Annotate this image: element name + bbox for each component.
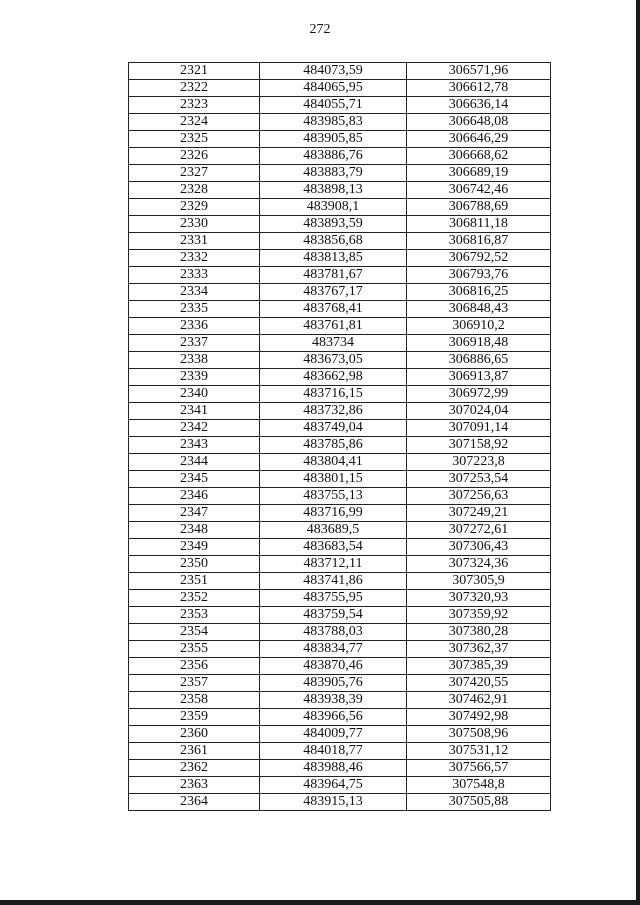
y-coordinate-cell: 307223,8 bbox=[407, 454, 551, 471]
y-coordinate-cell: 307253,54 bbox=[407, 471, 551, 488]
table-row bbox=[129, 505, 551, 522]
point-number-cell: 2321 bbox=[129, 63, 260, 80]
page-edge-right bbox=[636, 0, 640, 905]
table-row bbox=[129, 63, 551, 80]
point-number-cell: 2357 bbox=[129, 675, 260, 692]
y-coordinate-cell: 306910,2 bbox=[407, 318, 551, 335]
x-coordinate-cell: 483683,54 bbox=[260, 539, 407, 556]
y-coordinate-cell: 307362,37 bbox=[407, 641, 551, 658]
x-coordinate-cell: 483988,46 bbox=[260, 760, 407, 777]
point-number-cell: 2325 bbox=[129, 131, 260, 148]
y-coordinate-cell: 307566,57 bbox=[407, 760, 551, 777]
point-number-cell: 2358 bbox=[129, 692, 260, 709]
y-coordinate-cell: 306848,43 bbox=[407, 301, 551, 318]
point-number-cell: 2335 bbox=[129, 301, 260, 318]
x-coordinate-cell: 483761,81 bbox=[260, 318, 407, 335]
point-number-cell: 2341 bbox=[129, 403, 260, 420]
table-row bbox=[129, 182, 551, 199]
point-number-cell: 2351 bbox=[129, 573, 260, 590]
point-number-cell: 2362 bbox=[129, 760, 260, 777]
y-coordinate-cell: 307548,8 bbox=[407, 777, 551, 794]
table-row bbox=[129, 709, 551, 726]
x-coordinate-cell: 483886,76 bbox=[260, 148, 407, 165]
x-coordinate-cell: 483755,95 bbox=[260, 590, 407, 607]
y-coordinate-cell: 306811,18 bbox=[407, 216, 551, 233]
y-coordinate-cell: 306792,52 bbox=[407, 250, 551, 267]
coordinates-table-body bbox=[129, 63, 551, 811]
table-row bbox=[129, 539, 551, 556]
table-row bbox=[129, 284, 551, 301]
point-number-cell: 2348 bbox=[129, 522, 260, 539]
table-row bbox=[129, 437, 551, 454]
y-coordinate-cell: 306646,29 bbox=[407, 131, 551, 148]
x-coordinate-cell: 483781,67 bbox=[260, 267, 407, 284]
x-coordinate-cell: 483749,04 bbox=[260, 420, 407, 437]
x-coordinate-cell: 483788,03 bbox=[260, 624, 407, 641]
point-number-cell: 2338 bbox=[129, 352, 260, 369]
table-row bbox=[129, 318, 551, 335]
y-coordinate-cell: 306742,46 bbox=[407, 182, 551, 199]
point-number-cell: 2343 bbox=[129, 437, 260, 454]
y-coordinate-cell: 307531,12 bbox=[407, 743, 551, 760]
y-coordinate-cell: 306636,14 bbox=[407, 97, 551, 114]
y-coordinate-cell: 307385,39 bbox=[407, 658, 551, 675]
table-row bbox=[129, 726, 551, 743]
point-number-cell: 2332 bbox=[129, 250, 260, 267]
x-coordinate-cell: 484009,77 bbox=[260, 726, 407, 743]
point-number-cell: 2334 bbox=[129, 284, 260, 301]
y-coordinate-cell: 307272,61 bbox=[407, 522, 551, 539]
point-number-cell: 2353 bbox=[129, 607, 260, 624]
table-row bbox=[129, 471, 551, 488]
x-coordinate-cell: 483966,56 bbox=[260, 709, 407, 726]
table-row bbox=[129, 148, 551, 165]
table-row bbox=[129, 488, 551, 505]
x-coordinate-cell: 483716,99 bbox=[260, 505, 407, 522]
point-number-cell: 2326 bbox=[129, 148, 260, 165]
x-coordinate-cell: 483905,85 bbox=[260, 131, 407, 148]
y-coordinate-cell: 306972,99 bbox=[407, 386, 551, 403]
point-number-cell: 2354 bbox=[129, 624, 260, 641]
x-coordinate-cell: 483856,68 bbox=[260, 233, 407, 250]
point-number-cell: 2350 bbox=[129, 556, 260, 573]
x-coordinate-cell: 484065,95 bbox=[260, 80, 407, 97]
point-number-cell: 2361 bbox=[129, 743, 260, 760]
point-number-cell: 2360 bbox=[129, 726, 260, 743]
y-coordinate-cell: 307420,55 bbox=[407, 675, 551, 692]
y-coordinate-cell: 307158,92 bbox=[407, 437, 551, 454]
point-number-cell: 2336 bbox=[129, 318, 260, 335]
y-coordinate-cell: 307024,04 bbox=[407, 403, 551, 420]
x-coordinate-cell: 483870,46 bbox=[260, 658, 407, 675]
point-number-cell: 2342 bbox=[129, 420, 260, 437]
y-coordinate-cell: 307306,43 bbox=[407, 539, 551, 556]
x-coordinate-cell: 483915,13 bbox=[260, 794, 407, 811]
y-coordinate-cell: 306788,69 bbox=[407, 199, 551, 216]
table-row bbox=[129, 80, 551, 97]
table-row bbox=[129, 352, 551, 369]
y-coordinate-cell: 306612,78 bbox=[407, 80, 551, 97]
point-number-cell: 2329 bbox=[129, 199, 260, 216]
table-row bbox=[129, 777, 551, 794]
table-row bbox=[129, 607, 551, 624]
point-number-cell: 2347 bbox=[129, 505, 260, 522]
y-coordinate-cell: 307305,9 bbox=[407, 573, 551, 590]
coordinates-table bbox=[128, 62, 551, 811]
y-coordinate-cell: 307249,21 bbox=[407, 505, 551, 522]
point-number-cell: 2328 bbox=[129, 182, 260, 199]
x-coordinate-cell: 483801,15 bbox=[260, 471, 407, 488]
y-coordinate-cell: 307320,93 bbox=[407, 590, 551, 607]
y-coordinate-cell: 306793,76 bbox=[407, 267, 551, 284]
table-row bbox=[129, 675, 551, 692]
y-coordinate-cell: 307492,98 bbox=[407, 709, 551, 726]
table-row bbox=[129, 216, 551, 233]
table-row bbox=[129, 233, 551, 250]
x-coordinate-cell: 483741,86 bbox=[260, 573, 407, 590]
point-number-cell: 2324 bbox=[129, 114, 260, 131]
table-row bbox=[129, 692, 551, 709]
point-number-cell: 2364 bbox=[129, 794, 260, 811]
table-row bbox=[129, 97, 551, 114]
table-row bbox=[129, 165, 551, 182]
point-number-cell: 2345 bbox=[129, 471, 260, 488]
x-coordinate-cell: 483893,59 bbox=[260, 216, 407, 233]
y-coordinate-cell: 306571,96 bbox=[407, 63, 551, 80]
x-coordinate-cell: 483716,15 bbox=[260, 386, 407, 403]
x-coordinate-cell: 484055,71 bbox=[260, 97, 407, 114]
point-number-cell: 2340 bbox=[129, 386, 260, 403]
point-number-cell: 2333 bbox=[129, 267, 260, 284]
table-row bbox=[129, 250, 551, 267]
table-row bbox=[129, 301, 551, 318]
y-coordinate-cell: 306816,87 bbox=[407, 233, 551, 250]
x-coordinate-cell: 483908,1 bbox=[260, 199, 407, 216]
y-coordinate-cell: 306648,08 bbox=[407, 114, 551, 131]
table-row bbox=[129, 267, 551, 284]
table-row bbox=[129, 590, 551, 607]
table-row bbox=[129, 743, 551, 760]
page-edge-bottom bbox=[0, 900, 640, 905]
x-coordinate-cell: 483759,54 bbox=[260, 607, 407, 624]
x-coordinate-cell: 483662,98 bbox=[260, 369, 407, 386]
table-row bbox=[129, 369, 551, 386]
table-row bbox=[129, 386, 551, 403]
table-row bbox=[129, 658, 551, 675]
x-coordinate-cell: 483938,39 bbox=[260, 692, 407, 709]
point-number-cell: 2355 bbox=[129, 641, 260, 658]
x-coordinate-cell: 483732,86 bbox=[260, 403, 407, 420]
point-number-cell: 2346 bbox=[129, 488, 260, 505]
y-coordinate-cell: 307091,14 bbox=[407, 420, 551, 437]
x-coordinate-cell: 483813,85 bbox=[260, 250, 407, 267]
table-row bbox=[129, 114, 551, 131]
x-coordinate-cell: 483985,83 bbox=[260, 114, 407, 131]
x-coordinate-cell: 483883,79 bbox=[260, 165, 407, 182]
y-coordinate-cell: 306689,19 bbox=[407, 165, 551, 182]
point-number-cell: 2327 bbox=[129, 165, 260, 182]
y-coordinate-cell: 307380,28 bbox=[407, 624, 551, 641]
y-coordinate-cell: 306886,65 bbox=[407, 352, 551, 369]
table-row bbox=[129, 403, 551, 420]
table-row bbox=[129, 760, 551, 777]
x-coordinate-cell: 483673,05 bbox=[260, 352, 407, 369]
x-coordinate-cell: 484018,77 bbox=[260, 743, 407, 760]
y-coordinate-cell: 307256,63 bbox=[407, 488, 551, 505]
y-coordinate-cell: 307359,92 bbox=[407, 607, 551, 624]
point-number-cell: 2359 bbox=[129, 709, 260, 726]
table-row bbox=[129, 641, 551, 658]
point-number-cell: 2339 bbox=[129, 369, 260, 386]
x-coordinate-cell: 483905,76 bbox=[260, 675, 407, 692]
table-row bbox=[129, 556, 551, 573]
table-row bbox=[129, 624, 551, 641]
point-number-cell: 2330 bbox=[129, 216, 260, 233]
x-coordinate-cell: 483768,41 bbox=[260, 301, 407, 318]
table-row bbox=[129, 522, 551, 539]
point-number-cell: 2363 bbox=[129, 777, 260, 794]
page-number: 272 bbox=[309, 22, 331, 37]
point-number-cell: 2344 bbox=[129, 454, 260, 471]
x-coordinate-cell: 483734 bbox=[260, 335, 407, 352]
table-row bbox=[129, 794, 551, 811]
y-coordinate-cell: 306918,48 bbox=[407, 335, 551, 352]
y-coordinate-cell: 307508,96 bbox=[407, 726, 551, 743]
point-number-cell: 2349 bbox=[129, 539, 260, 556]
table-row bbox=[129, 335, 551, 352]
x-coordinate-cell: 483755,13 bbox=[260, 488, 407, 505]
y-coordinate-cell: 307324,36 bbox=[407, 556, 551, 573]
point-number-cell: 2322 bbox=[129, 80, 260, 97]
x-coordinate-cell: 483785,86 bbox=[260, 437, 407, 454]
x-coordinate-cell: 483964,75 bbox=[260, 777, 407, 794]
point-number-cell: 2337 bbox=[129, 335, 260, 352]
table-row bbox=[129, 131, 551, 148]
point-number-cell: 2323 bbox=[129, 97, 260, 114]
point-number-cell: 2356 bbox=[129, 658, 260, 675]
table-row bbox=[129, 573, 551, 590]
point-number-cell: 2331 bbox=[129, 233, 260, 250]
x-coordinate-cell: 484073,59 bbox=[260, 63, 407, 80]
x-coordinate-cell: 483804,41 bbox=[260, 454, 407, 471]
table-row bbox=[129, 420, 551, 437]
y-coordinate-cell: 306913,87 bbox=[407, 369, 551, 386]
x-coordinate-cell: 483834,77 bbox=[260, 641, 407, 658]
table-row bbox=[129, 454, 551, 471]
x-coordinate-cell: 483689,5 bbox=[260, 522, 407, 539]
y-coordinate-cell: 307505,88 bbox=[407, 794, 551, 811]
x-coordinate-cell: 483767,17 bbox=[260, 284, 407, 301]
y-coordinate-cell: 306816,25 bbox=[407, 284, 551, 301]
x-coordinate-cell: 483712,11 bbox=[260, 556, 407, 573]
table-row bbox=[129, 199, 551, 216]
y-coordinate-cell: 306668,62 bbox=[407, 148, 551, 165]
point-number-cell: 2352 bbox=[129, 590, 260, 607]
x-coordinate-cell: 483898,13 bbox=[260, 182, 407, 199]
y-coordinate-cell: 307462,91 bbox=[407, 692, 551, 709]
